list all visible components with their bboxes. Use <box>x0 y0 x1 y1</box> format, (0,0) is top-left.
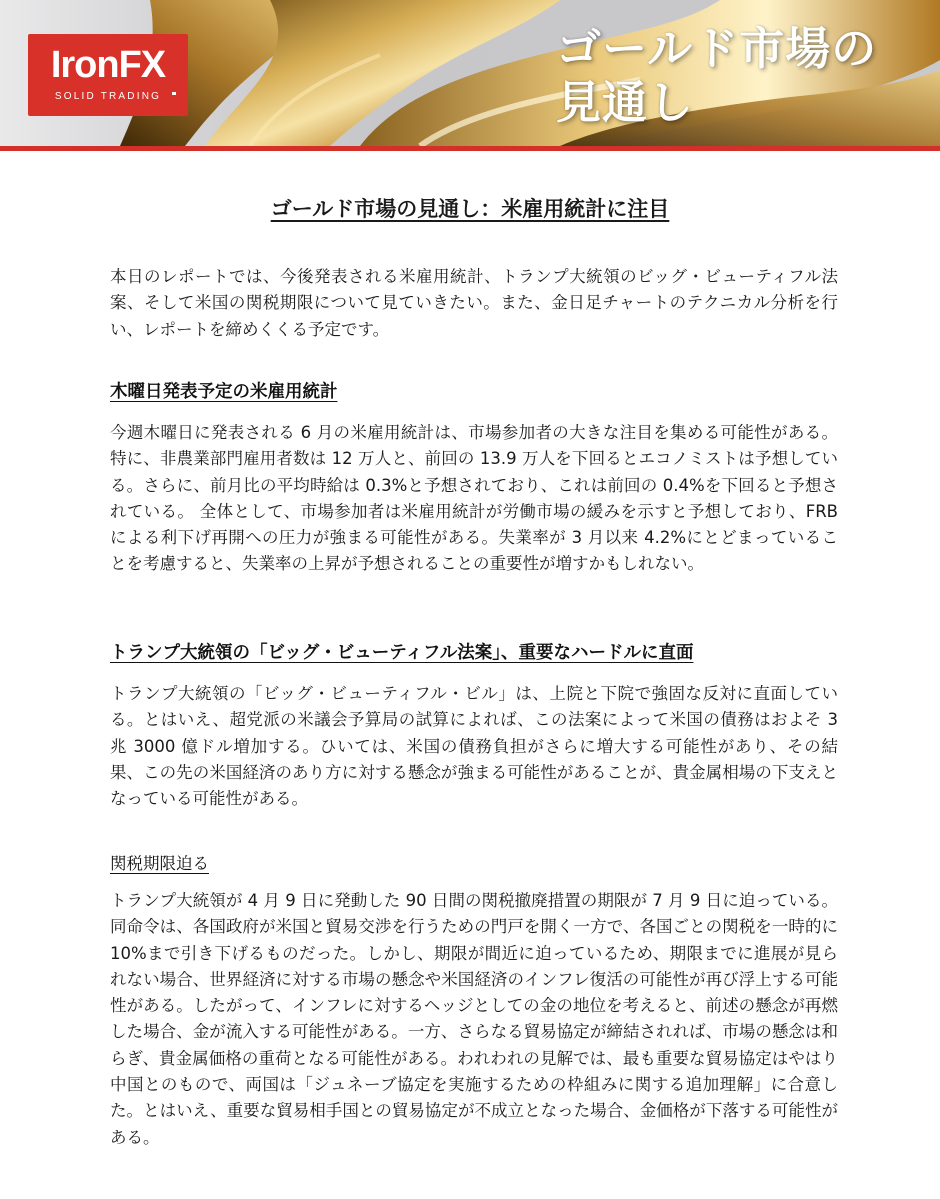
logo-tagline: SOLID TRADING <box>54 91 162 102</box>
section-body-jobs: 今週木曜日に発表される 6 月の米雇用統計は、市場参加者の大きな注目を集める可能性がある。特に、非農業部門雇用者数は 12 万人と、前回の 13.9 万人を下回るとエコノミストは予想している。さらに、前月比の平均時給は 0.3%と予想されており、これは前回の 0.4%を下回ると予想されている。 全体として、市場参加者は米雇用統計が労働市場の緩みを示すと予想しており、FRB による利下げ再開への圧力が強まる可能性がある。失業率が 3 月以来 4.2%にとどまっていることを考慮すると、失業率の上昇が予想されることの重要性が増すかもしれない。 <box>110 423 838 574</box>
logo-brand-text: IronFX <box>50 44 166 86</box>
ironfx-logo[interactable] <box>28 34 188 116</box>
page-title: ゴールド市場の見通し：米雇用統計に注目 <box>270 197 670 222</box>
section-heading-jobs: 木曜日発表予定の米雇用統計 <box>110 382 338 402</box>
banner-divider <box>0 146 940 151</box>
section-body-tariff: トランプ大統領が 4 月 9 日に発動した 90 日間の関税撤廃措置の期限が 7 月 9 日に迫っている。同命令は、各国政府が米国と貿易交渉を行うための門戸を開く一方で、各国ごとの関税を一時的に 10%まで引き下げるものだった。しかし、期限が間近に迫っているため、期限までに進展が見られない場合、世界経済に対する市場の懸念や米国経済のインフレ復活の可能性が再び浮上する可能性がある。したがって、インフレに対するヘッジとしての金の地位を考えると、前述の懸念が再燃した場合、金が流入する可能性がある。一方、さらなる貿易協定が締結されれば、市場の懸念は和らぎ、貴金属価格の重荷となる可能性がある。われわれの見解では、最も重要な貿易協定はやはり中国とのもので、両国は「ジュネーブ協定を実施するための枠組みに関する追加理解」に合意した。とはいえ、重要な貿易相手国との貿易協定が不成立となった場合、金価格が下落する可能性がある。 <box>110 891 838 1147</box>
section-body-bill: トランプ大統領の「ビッグ・ビューティフル・ビル」は、上院と下院で強固な反対に直面している。とはいえ、超党派の米議会予算局の試算によれば、この法案によって米国の債務はおよそ 3 兆 3000 億ドル増加する。ひいては、米国の債務負担がさらに増大する可能性があり、その結果、この先の米国経済のあり方に対する懸念が強まる可能性があることが、貴金属相場の下支えとなっている可能性がある。 <box>110 684 838 809</box>
intro-paragraph: 本日のレポートでは、今後発表される米雇用統計、トランプ大統領のビッグ・ビューティフル法案、そして米国の関税期限について見ていきたい。また、金日足チャートのテクニカル分析を行い、レポートを締めくくる予定です。 <box>110 267 838 339</box>
section-heading-tariff: 関税期限迫る <box>110 854 209 873</box>
banner-title: ゴールド市場の見通し <box>556 22 878 129</box>
section-heading-bill: トランプ大統領の「ビッグ・ビューティフル法案」、重要なハードルに直面 <box>110 643 694 663</box>
header-banner <box>0 0 940 146</box>
